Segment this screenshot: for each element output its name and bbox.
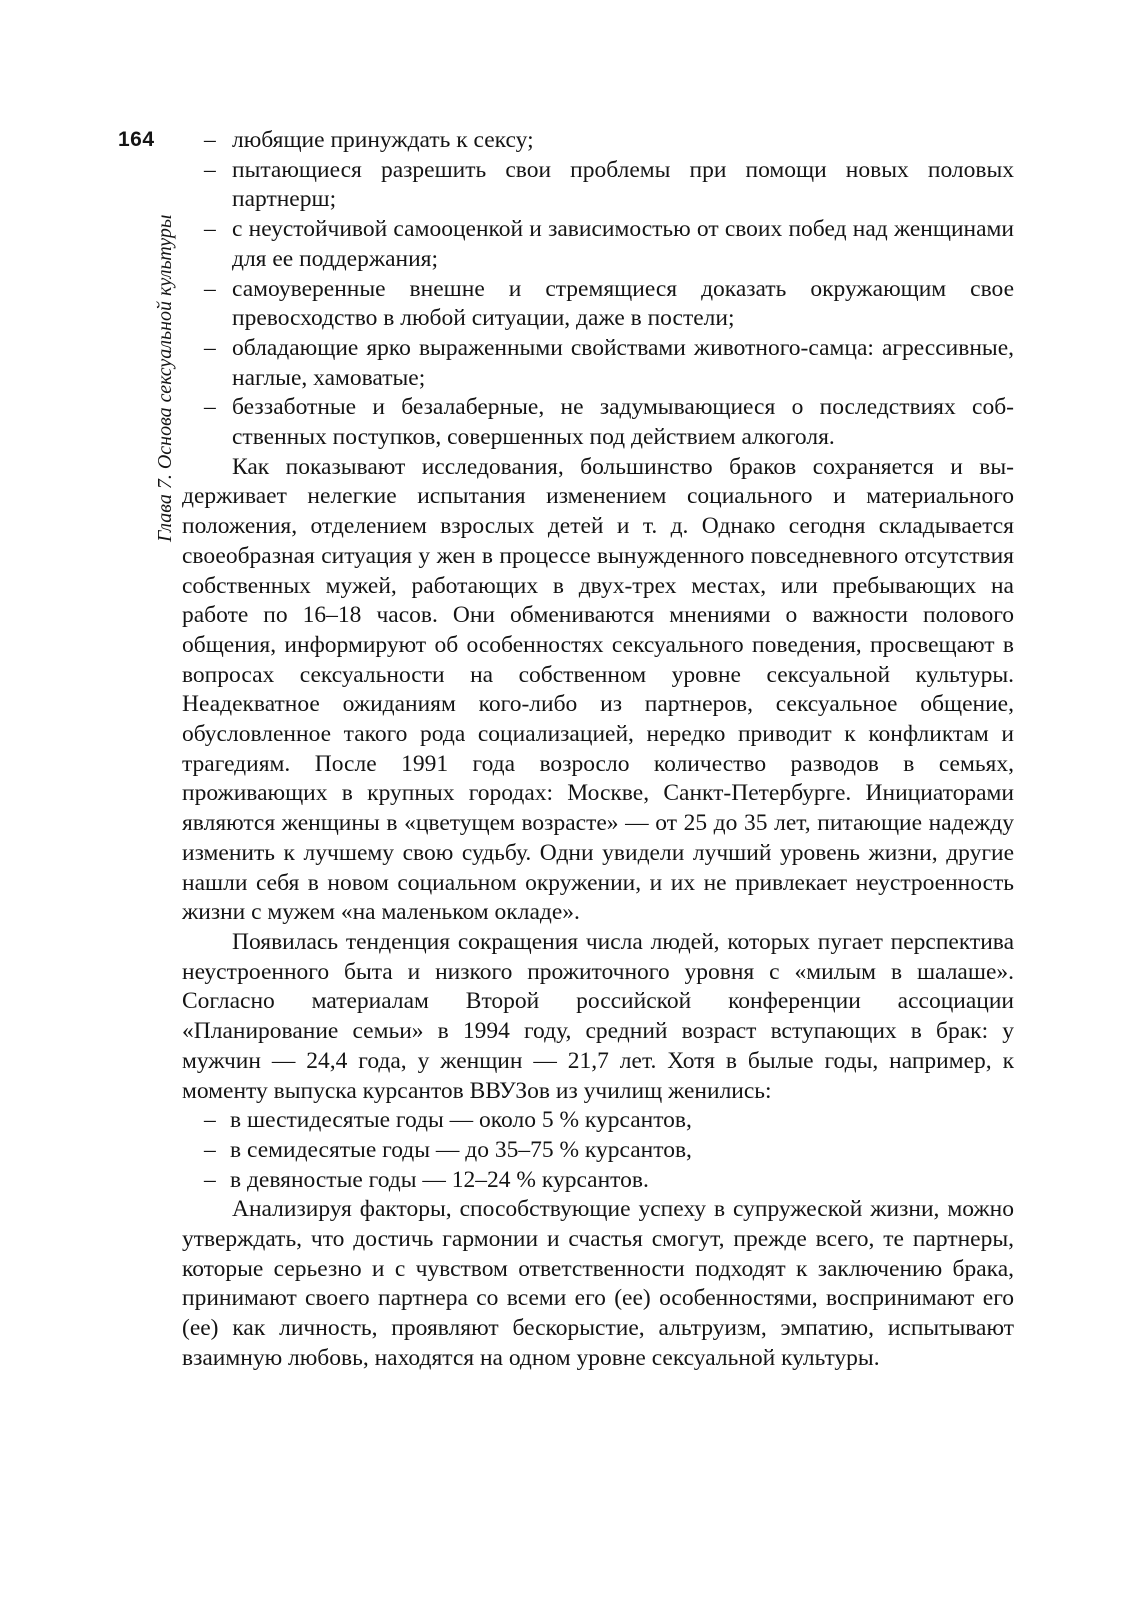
list-item: – любящие принуждать к сексу;: [182, 126, 1014, 156]
list-item: – в девяностые годы — 12–24 % курсантов.: [182, 1166, 1014, 1196]
paragraph-research: Как показывают исследования, большинство браков сохраняется и выдерживает нелегкие испытания изменением социального и материального положения, отделением взрослых детей и т. д. Однако сегодня складывается своеобразная ситуация у жен в процессе вынужденного повседневного отсутствия собственных мужей, работающих в двух-трех местах, или пребывающих на работе по 16–18 часов. Они обмениваются мнениями о важности полового общения, информируют об особенностях сексуального поведения, просвещают в вопросах сексуальности на собственном уровне сексуальной культуры. Неадекватное ожиданиям кого-либо из партнеров, сексуальное общение, обусловленное такого рода социализацией, нередко приводит к конфликтам и трагедиям. После 1991 года возросло количество разводов в семьях, проживающих в крупных городах: Москве, Санкт-Петербурге. Инициаторами являются женщины в «цветущем возрасте» — от 25 до 35 лет, питающие надежду изменить к лучшему свою судьбу. Одни увидели лучший уровень жизни, другие нашли себя в новом социальном окружении, и их не привлекает неустроенность жизни с мужем «на маленьком окладе».: [182, 453, 1014, 926]
page-content: [182, 126, 1014, 1374]
list-item: – в семидесятые годы — до 35–75 % курсантов,: [182, 1136, 1014, 1166]
running-head: Глава 7. Основа сексуальной культуры: [154, 214, 176, 542]
traits-list: [182, 126, 1014, 453]
cadets-list: [182, 1106, 1014, 1195]
list-item: – пытающиеся разрешить свои проблемы при помощи новых половых партнерш;: [182, 156, 1014, 215]
page-number: 164: [118, 128, 155, 151]
list-item: – беззаботные и безалаберные, не задумывающиеся о последствиях собственных поступков, совершенных под действием алкоголя.: [182, 393, 1014, 452]
paragraph-tendency: Появилась тенденция сокращения числа людей, которых пугает перспектива неустроенного быта и низкого прожиточного уровня с «милым в шалаше». Согласно материалам Второй российской конференции ассоциации «Планирование семьи» в 1994 году, средний возраст вступающих в брак: у мужчин — 24,4 года, у женщин — 21,7 лет. Хотя в былые годы, например, к моменту выпуска курсантов ВВУЗов из училищ женились:: [182, 928, 1014, 1104]
paragraph-conclusion: Анализируя факторы, способствующие успеху в супружеской жизни, можно утверждать, что достичь гармонии и счастья смогут, прежде всего, те партнеры, которые серьезно и с чувством ответственности подходят к заключению брака, принимают своего партнера со всеми его (ее) особенностями, воспринимают его (ее) как личность, проявляют бескорыстие, альтруизм, эмпатию, испытывают взаимную любовь, находятся на одном уровне сексуальной культуры.: [182, 1196, 1014, 1371]
list-item: – с неустойчивой самооценкой и зависимостью от своих побед над женщинами для ее поддержания;: [182, 215, 1014, 274]
list-item: – самоуверенные внешне и стремящиеся доказать окружающим свое превосходство в любой ситуации, даже в постели;: [182, 275, 1014, 334]
list-item: – в шестидесятые годы — около 5 % курсантов,: [182, 1106, 1014, 1136]
list-item: – обладающие ярко выраженными свойствами животного-самца: агрессивные, наглые, хамоватые;: [182, 334, 1014, 393]
